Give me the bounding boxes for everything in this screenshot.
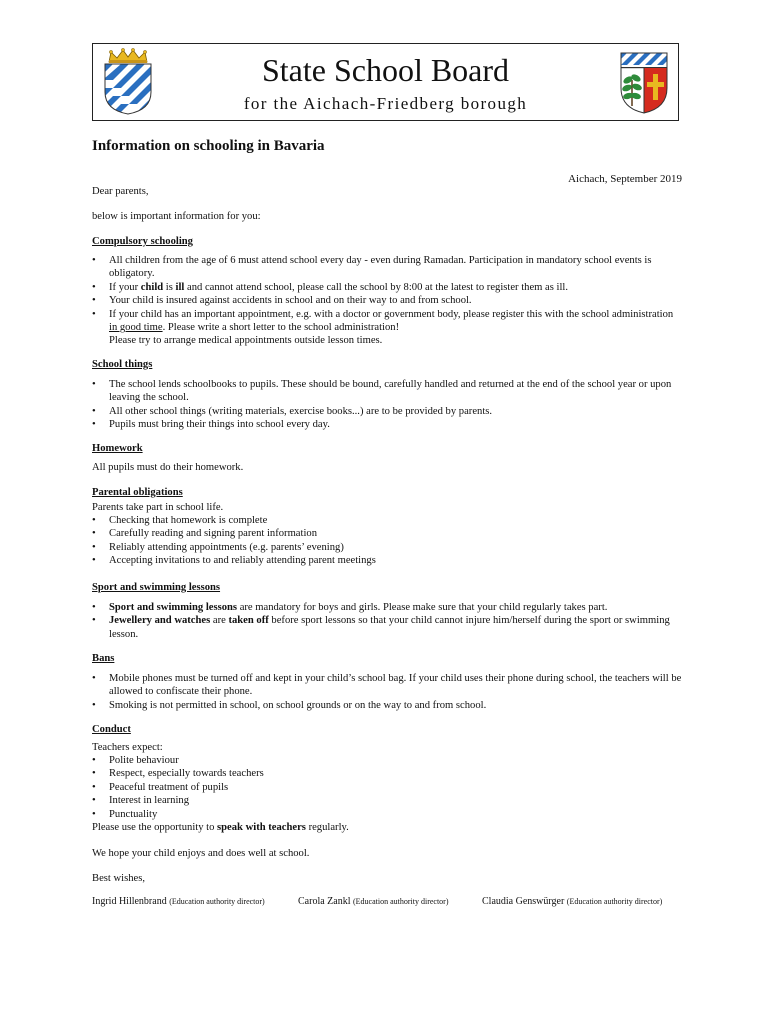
section-heading-parental: Parental obligations bbox=[92, 487, 183, 498]
list-item: • If your child is ill and cannot attend school, please call the school by 8:00 at the latest to register them as ill. bbox=[92, 281, 682, 294]
list-item: • Pupils must bring their things into school every day. bbox=[92, 418, 682, 431]
section-heading-homework: Homework bbox=[92, 443, 143, 454]
intro-text: below is important information for you: bbox=[92, 211, 261, 222]
letterhead bbox=[92, 43, 679, 121]
signature-3: Claudia Genswürger (Education authority director) bbox=[482, 896, 663, 907]
list-item: • All other school things (writing materials, exercise books...) are to be provided by parents. bbox=[92, 405, 682, 418]
section-heading-sport: Sport and swimming lessons bbox=[92, 582, 221, 593]
list-item: • All children from the age of 6 must attend school every day - even during Ramadan. Participation in mandatory school events is obligatory. bbox=[92, 254, 682, 281]
section-heading-compulsory: Compulsory schooling bbox=[92, 236, 193, 247]
parental-list bbox=[92, 514, 682, 568]
section-heading-school-things: School things bbox=[92, 359, 153, 370]
list-item: • Jewellery and watches are taken off before sport lessons so that your child cannot injure him/herself during the sport or swimming lesson. bbox=[92, 614, 682, 641]
district-coat-of-arms-icon bbox=[618, 50, 670, 116]
signature-2: Carola Zankl (Education authority director) bbox=[298, 896, 449, 907]
best-wishes: Best wishes, bbox=[92, 873, 145, 884]
list-item: • Respect, especially towards teachers bbox=[92, 767, 682, 780]
bans-list bbox=[92, 672, 682, 712]
list-item: • Interest in learning bbox=[92, 794, 682, 807]
list-item: • Your child is insured against accidents in school and on their way to and from school. bbox=[92, 294, 682, 307]
section-heading-conduct: Conduct bbox=[92, 724, 131, 735]
list-item: • Sport and swimming lessons are mandatory for boys and girls. Please make sure that your child regularly takes part. bbox=[92, 601, 682, 614]
compulsory-list bbox=[92, 254, 682, 348]
document-title: Information on schooling in Bavaria bbox=[92, 138, 325, 154]
list-item: • Smoking is not permitted in school, on school grounds or on the way to and from school. bbox=[92, 699, 682, 712]
list-item: • Checking that homework is complete bbox=[92, 514, 682, 527]
section-heading-bans: Bans bbox=[92, 653, 115, 664]
board-title: State School Board bbox=[261, 52, 510, 88]
list-item: • Reliably attending appointments (e.g. parents’ evening) bbox=[92, 541, 682, 554]
list-item: • Accepting invitations to and reliably attending parent meetings bbox=[92, 554, 682, 567]
list-item: • The school lends schoolbooks to pupils. These should be bound, carefully handled and returned at the end of the school year or upon leaving the school. bbox=[92, 378, 682, 405]
list-item: • Peaceful treatment of pupils bbox=[92, 781, 682, 794]
list-item: • If your child has an important appointment, e.g. with a doctor or government body, please register this with the school administration in good time. Please write a short letter to the school administration! Please try to arrange medical appointments outside lesson times. bbox=[92, 308, 682, 348]
conduct-intro: Teachers expect: bbox=[92, 742, 163, 753]
list-item: • Mobile phones must be turned off and kept in your child’s school bag. If your child uses their phone during school, the teachers will be allowed to confiscate their phone. bbox=[92, 672, 682, 699]
conduct-list bbox=[92, 754, 682, 821]
closing-text: We hope your child enjoys and does well at school. bbox=[92, 848, 310, 859]
conduct-outro: Please use the opportunity to speak with teachers regularly. bbox=[92, 822, 349, 833]
school-things-list bbox=[92, 378, 682, 432]
board-subtitle: for the Aichach-Friedberg borough bbox=[243, 94, 528, 113]
signature-1: Ingrid Hillenbrand (Education authority director) bbox=[92, 896, 265, 907]
greeting: Dear parents, bbox=[92, 186, 149, 197]
sport-list bbox=[92, 601, 682, 641]
letter-date: Aichach, September 2019 bbox=[568, 173, 682, 185]
parental-intro: Parents take part in school life. bbox=[92, 502, 224, 513]
homework-text: All pupils must do their homework. bbox=[92, 462, 244, 473]
list-item: • Polite behaviour bbox=[92, 754, 682, 767]
list-item: • Punctuality bbox=[92, 808, 682, 821]
list-item: • Carefully reading and signing parent information bbox=[92, 527, 682, 540]
